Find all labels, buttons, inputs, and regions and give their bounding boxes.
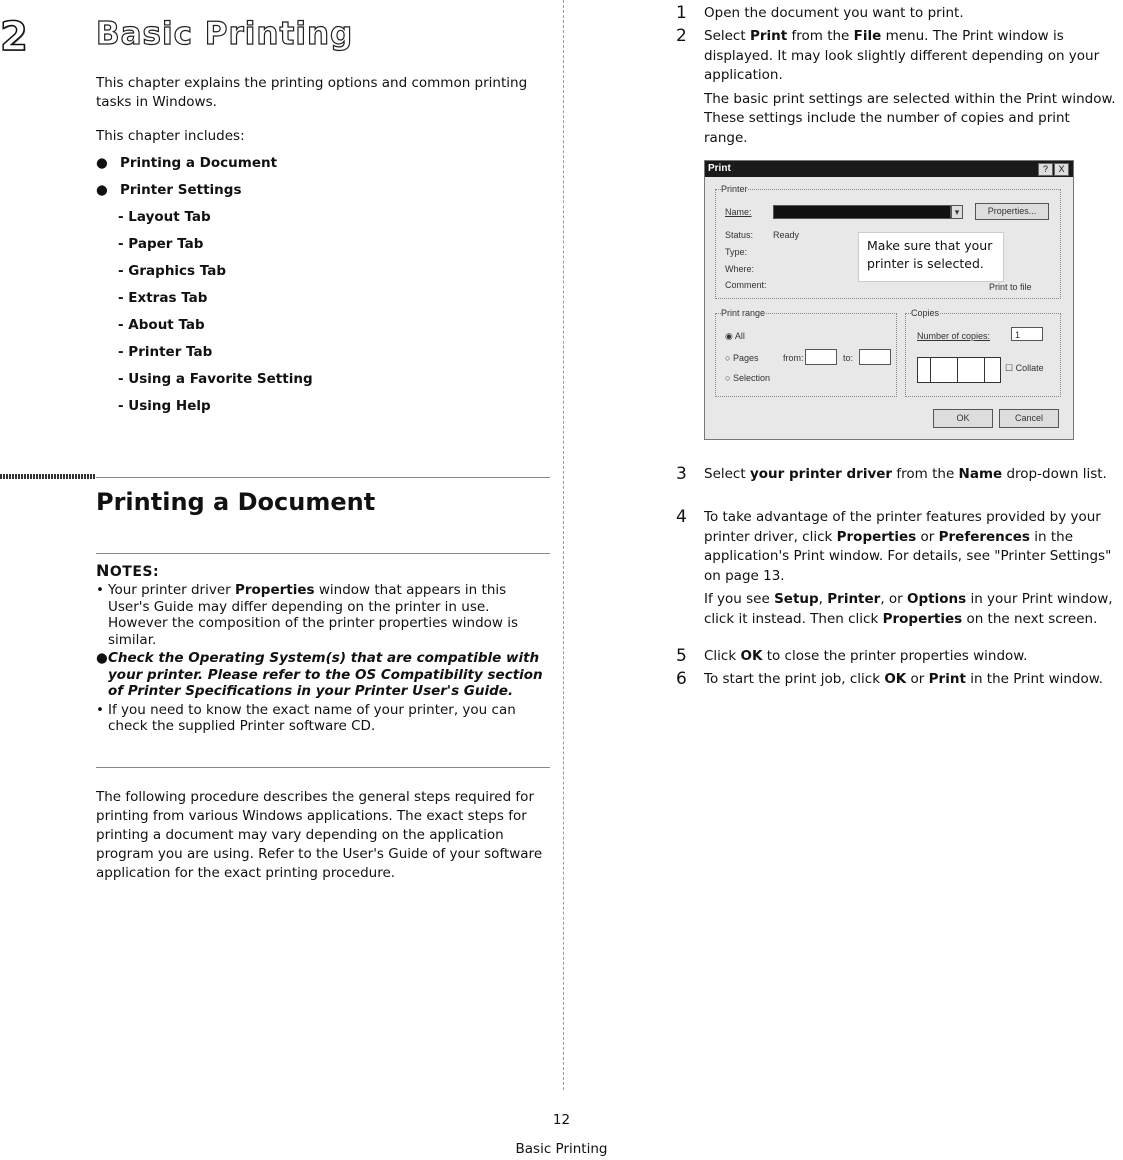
collate-checkbox[interactable]: ☐ Collate <box>1005 363 1044 373</box>
properties-button[interactable]: Properties... <box>975 203 1049 220</box>
ok-button[interactable]: OK <box>933 409 993 428</box>
cancel-button[interactable]: Cancel <box>999 409 1059 428</box>
checkbox-icon: ☐ <box>1005 363 1016 373</box>
type-label: Type: <box>725 247 748 257</box>
callout-note: Make sure that your printer is selected. <box>858 232 1004 282</box>
copies-group <box>905 313 1061 397</box>
radio-icon: ○ <box>725 353 733 363</box>
procedure-text: The following procedure describes the general steps required for printing from various Windows applications. The exact steps for printing a document may vary depending on the application program you are using. Refer to the User's Guide of your software application for the exact printing procedure. <box>96 789 543 881</box>
column-separator <box>563 0 564 1090</box>
printer-name-select[interactable] <box>773 205 951 219</box>
print-range-label: Print range <box>721 308 766 318</box>
to-label: to: <box>843 353 854 363</box>
note-item: • Your printer driver Properties window that appears in this User's Guide may differ depending on the printer in use. However the composition of the printer properties window is similar. <box>96 582 519 648</box>
collate-pages-icon <box>917 357 1001 383</box>
toc-subitem[interactable]: - Printer Tab <box>118 344 213 360</box>
toc-subitem[interactable]: - Paper Tab <box>118 236 204 252</box>
section-title: Printing a Document <box>96 488 376 516</box>
toc-subitem[interactable]: - About Tab <box>118 317 205 333</box>
comment-label: Comment: <box>725 280 767 290</box>
print-dialog <box>704 160 1074 440</box>
bullet-icon: ● <box>96 155 108 171</box>
step-2: 2 Select Print from the File menu. The Print window is displayed. It may look slightly different depending on your application. The basic print settings are selected within the Print window. These settings include the number of copies and print range. <box>676 26 1116 146</box>
toc-subitem[interactable]: - Using Help <box>118 398 211 414</box>
chapter-number: 2 <box>0 14 27 60</box>
from-label: from: <box>783 353 804 363</box>
close-icon[interactable]: X <box>1054 163 1069 176</box>
to-input[interactable] <box>859 349 891 365</box>
step-6: 6 To start the print job, click OK or Print in the Print window. <box>676 669 1103 689</box>
note-item: • If you need to know the exact name of your printer, you can check the supplied Printer software CD. <box>96 701 516 734</box>
bullet-icon: ● <box>96 182 108 198</box>
help-icon[interactable]: ? <box>1038 163 1053 176</box>
printer-group-label: Printer <box>721 184 748 194</box>
radio-selected-icon: ◉ <box>725 331 735 341</box>
note-item: ● Check the Operating System(s) that are compatible with your printer. Please refer to the OS Compatibility section of Printer Specifications in your Printer User's Guide. <box>96 650 543 699</box>
chapter-title: Basic Printing <box>96 16 354 52</box>
toc-subitem[interactable]: - Graphics Tab <box>118 263 227 279</box>
notes-top-rule <box>96 553 550 554</box>
section-divider <box>96 477 550 478</box>
radio-icon: ○ <box>725 373 733 383</box>
where-label: Where: <box>725 264 755 274</box>
page-number: 12 <box>552 1112 571 1128</box>
chapter-contents-list <box>96 152 313 422</box>
from-input[interactable] <box>805 349 837 365</box>
includes-label: This chapter includes: <box>96 128 245 144</box>
all-radio[interactable]: ◉ All <box>725 331 745 341</box>
step-3: 3 Select your printer driver from the Name drop-down list. <box>676 464 1107 484</box>
num-copies-label: Number of copies: <box>917 331 991 341</box>
step-1: 1 Open the document you want to print. <box>676 3 964 23</box>
intro-text: This chapter explains the printing options and common printing tasks in Windows. <box>96 75 528 110</box>
pages-radio[interactable]: ○ Pages <box>725 353 759 363</box>
toc-subitem[interactable]: - Extras Tab <box>118 290 208 306</box>
status-label: Status: <box>725 230 754 240</box>
notes-heading: NOTES: <box>96 561 160 580</box>
status-value: Ready <box>773 230 800 240</box>
step-5: 5 Click OK to close the printer properties window. <box>676 646 1028 666</box>
print-to-file-checkbox[interactable]: Print to file <box>989 282 1032 292</box>
toc-item[interactable]: ● Printing a Document <box>96 152 313 179</box>
toc-subitem[interactable]: - Using a Favorite Setting <box>118 371 313 387</box>
toc-item[interactable]: ● Printer Settings <box>96 179 313 206</box>
chevron-down-icon[interactable]: ▾ <box>951 205 963 219</box>
step-4: 4 To take advantage of the printer features provided by your printer driver, click Properties or Preferences in the application's Print window. For details, see "Printer Settings" on page 13. If you see Setup, Printer, or Options in your Print window, click it instead. Then click Properties on the next screen. <box>676 507 1113 627</box>
section-divider-bar <box>0 474 96 479</box>
selection-radio[interactable]: ○ Selection <box>725 373 770 383</box>
copies-input[interactable]: 1 <box>1011 327 1043 341</box>
notes-list <box>96 582 550 737</box>
dialog-titlebar: Print <box>705 161 1073 177</box>
copies-label: Copies <box>911 308 940 318</box>
notes-bottom-rule <box>96 767 550 768</box>
name-label: Name: <box>725 207 752 217</box>
footer-title: Basic Printing <box>515 1141 608 1157</box>
toc-subitem[interactable]: - Layout Tab <box>118 209 211 225</box>
